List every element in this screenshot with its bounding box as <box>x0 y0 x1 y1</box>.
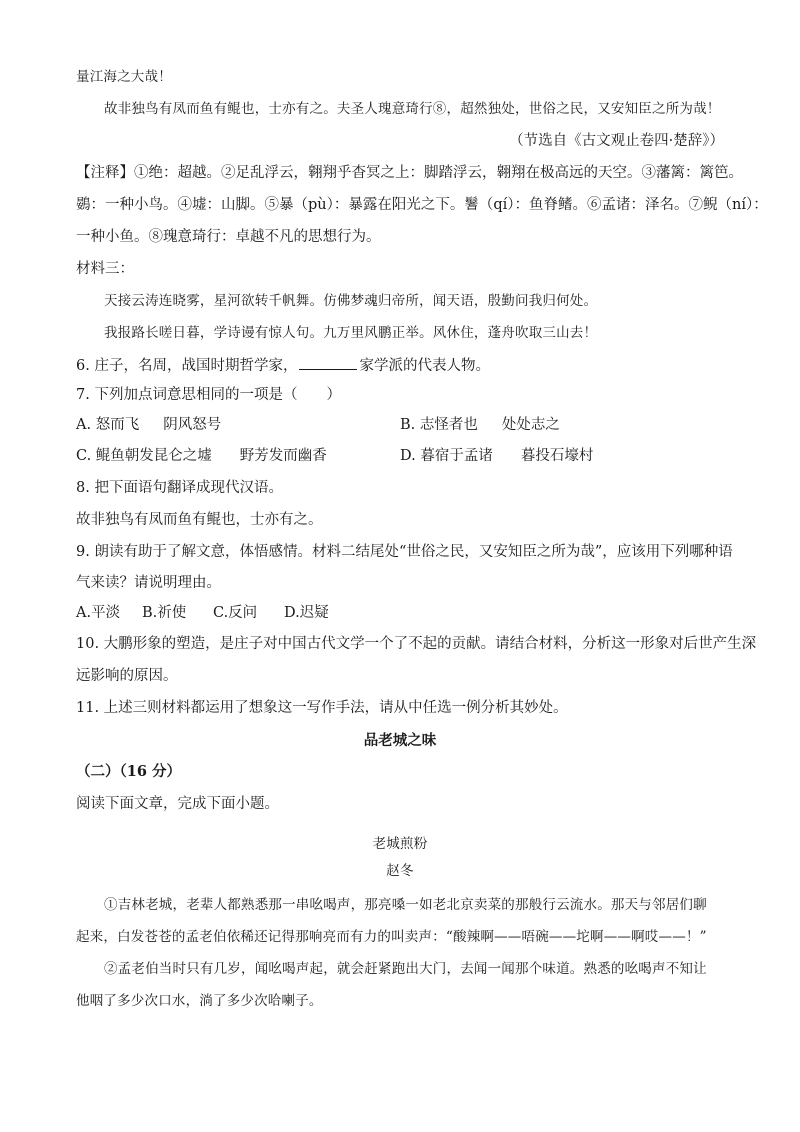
passage-end-line-2: 故非独鸟有凤而鱼有鲲也，士亦有之。夫圣人瑰意琦行⑧，超然独处，世俗之民，又安知臣之所为哉！ <box>104 101 721 117</box>
question-11: 11. 上述三则材料都运用了想象这一写作手法，请从中任选一例分析其妙处。 <box>76 700 568 716</box>
q7-option-d <box>400 446 593 466</box>
q9-option-b: B.祈使 <box>142 605 187 621</box>
section-part-label: （二）（16 分） <box>76 763 181 780</box>
material3-line-2: 我报路长嗟日暮，学诗谩有惊人句。九万里风鹏正举。风休住，蓬舟吹取三山去！ <box>104 325 598 341</box>
paragraph-2-line-1: ②孟老伯当时只有几岁，闻吆喝声起，就会赶紧跑出大门，去闻一闻那个味道。熟悉的吆喝声不知让 <box>104 961 707 977</box>
question-10-line-1: 10. 大鹏形象的塑造，是庄子对中国古代文学一个了不起的贡献。请结合材料，分析这一形象对后世产生深 <box>76 636 757 652</box>
q7-option-a-part-1: A. 怒而飞 <box>76 417 140 433</box>
paragraph-1-line-1: ①吉林老城，老辈人都熟悉那一串吆喝声，那亮嗓一如老北京卖菜的那般行云流水。那天与邻居们聊 <box>104 897 707 913</box>
paragraph-2-line-2: 他咽了多少次口水，淌了多少次哈喇子。 <box>76 993 323 1009</box>
passage-end-line-1: 量江海之大哉！ <box>76 69 172 85</box>
reading-instruction: 阅读下面文章，完成下面小题。 <box>76 796 279 812</box>
question-7: 7. 下列加点词意思相同的一项是（ ） <box>76 387 341 403</box>
material3-line-1: 天接云涛连晓雾，星河欲转千帆舞。仿佛梦魂归帝所，闻天语，殷勤问我归何处。 <box>104 293 598 309</box>
article-title: 老城煎粉 <box>372 836 428 852</box>
q9-option-a: A.平淡 <box>76 605 121 621</box>
q7-option-a-part-2: 阴风怒号 <box>163 417 222 433</box>
question-9-line-1: 9. 朗读有助于了解文意，体悟感情。材料二结尾处“世俗之民，又安知臣之所为哉”，应该用下列哪种语 <box>76 544 733 560</box>
passage-source: （节选自《古文观止卷四·楚辞》） <box>509 133 724 149</box>
q7-option-d-part-1: D. 暮宿于孟诸 <box>400 448 493 464</box>
section-heading: 品老城之味 <box>363 732 437 749</box>
q7-option-c-part-2: 野芳发而幽香 <box>239 448 327 464</box>
q9-option-c: C.反问 <box>213 605 258 621</box>
q7-option-b-part-2: 处处志之 <box>501 417 560 433</box>
question-8-sentence: 故非独鸟有凤而鱼有鲲也，士亦有之。 <box>76 512 323 528</box>
q7-option-d-part-2: 暮投石壕村 <box>520 448 594 464</box>
question-9-line-2: 气来读？请说明理由。 <box>76 575 221 591</box>
q7-option-c-part-1: C. 鲲鱼朝发昆仑之墟 <box>76 448 212 464</box>
q7-option-a <box>76 415 221 435</box>
notes-line-2: 鷃：一种小鸟。④墟：山脚。⑤暴（pù）：暴露在阳光之下。鬐（qí）：鱼脊鳍。⑥孟诸：泽名。⑦鲵（ní）： <box>76 197 768 213</box>
article-author: 赵冬 <box>386 863 414 879</box>
material3-label: 材料三： <box>76 261 134 277</box>
q7-option-c <box>76 446 327 466</box>
paragraph-1-line-2: 起来，白发苍苍的孟老伯依稀还记得那响亮而有力的叫卖声：“酸辣啊——唔碗——坨啊——啊哎——！” <box>76 929 707 945</box>
question-6 <box>76 355 490 376</box>
question-6-text-before: 6. 庄子，名周，战国时期哲学家， <box>76 358 298 374</box>
answer-blank[interactable] <box>299 355 357 370</box>
notes-line-3: 一种小鱼。⑧瑰意琦行：卓越不凡的思想行为。 <box>76 229 381 245</box>
question-8: 8. 把下面语句翻译成现代汉语。 <box>76 480 283 496</box>
question-6-text-after: 家学派的代表人物。 <box>359 358 490 374</box>
question-10-line-2: 远影响的原因。 <box>76 668 178 684</box>
notes-line-1: 【注释】①绝：超越。②足乱浮云，翱翔乎杳冥之上：脚踏浮云，翱翔在极高远的天空。③藩篱：篱笆。 <box>76 165 743 181</box>
q9-option-d: D.迟疑 <box>284 605 329 621</box>
q7-option-b-part-1: B. 志怪者也 <box>400 417 478 433</box>
q7-option-b <box>400 415 560 435</box>
